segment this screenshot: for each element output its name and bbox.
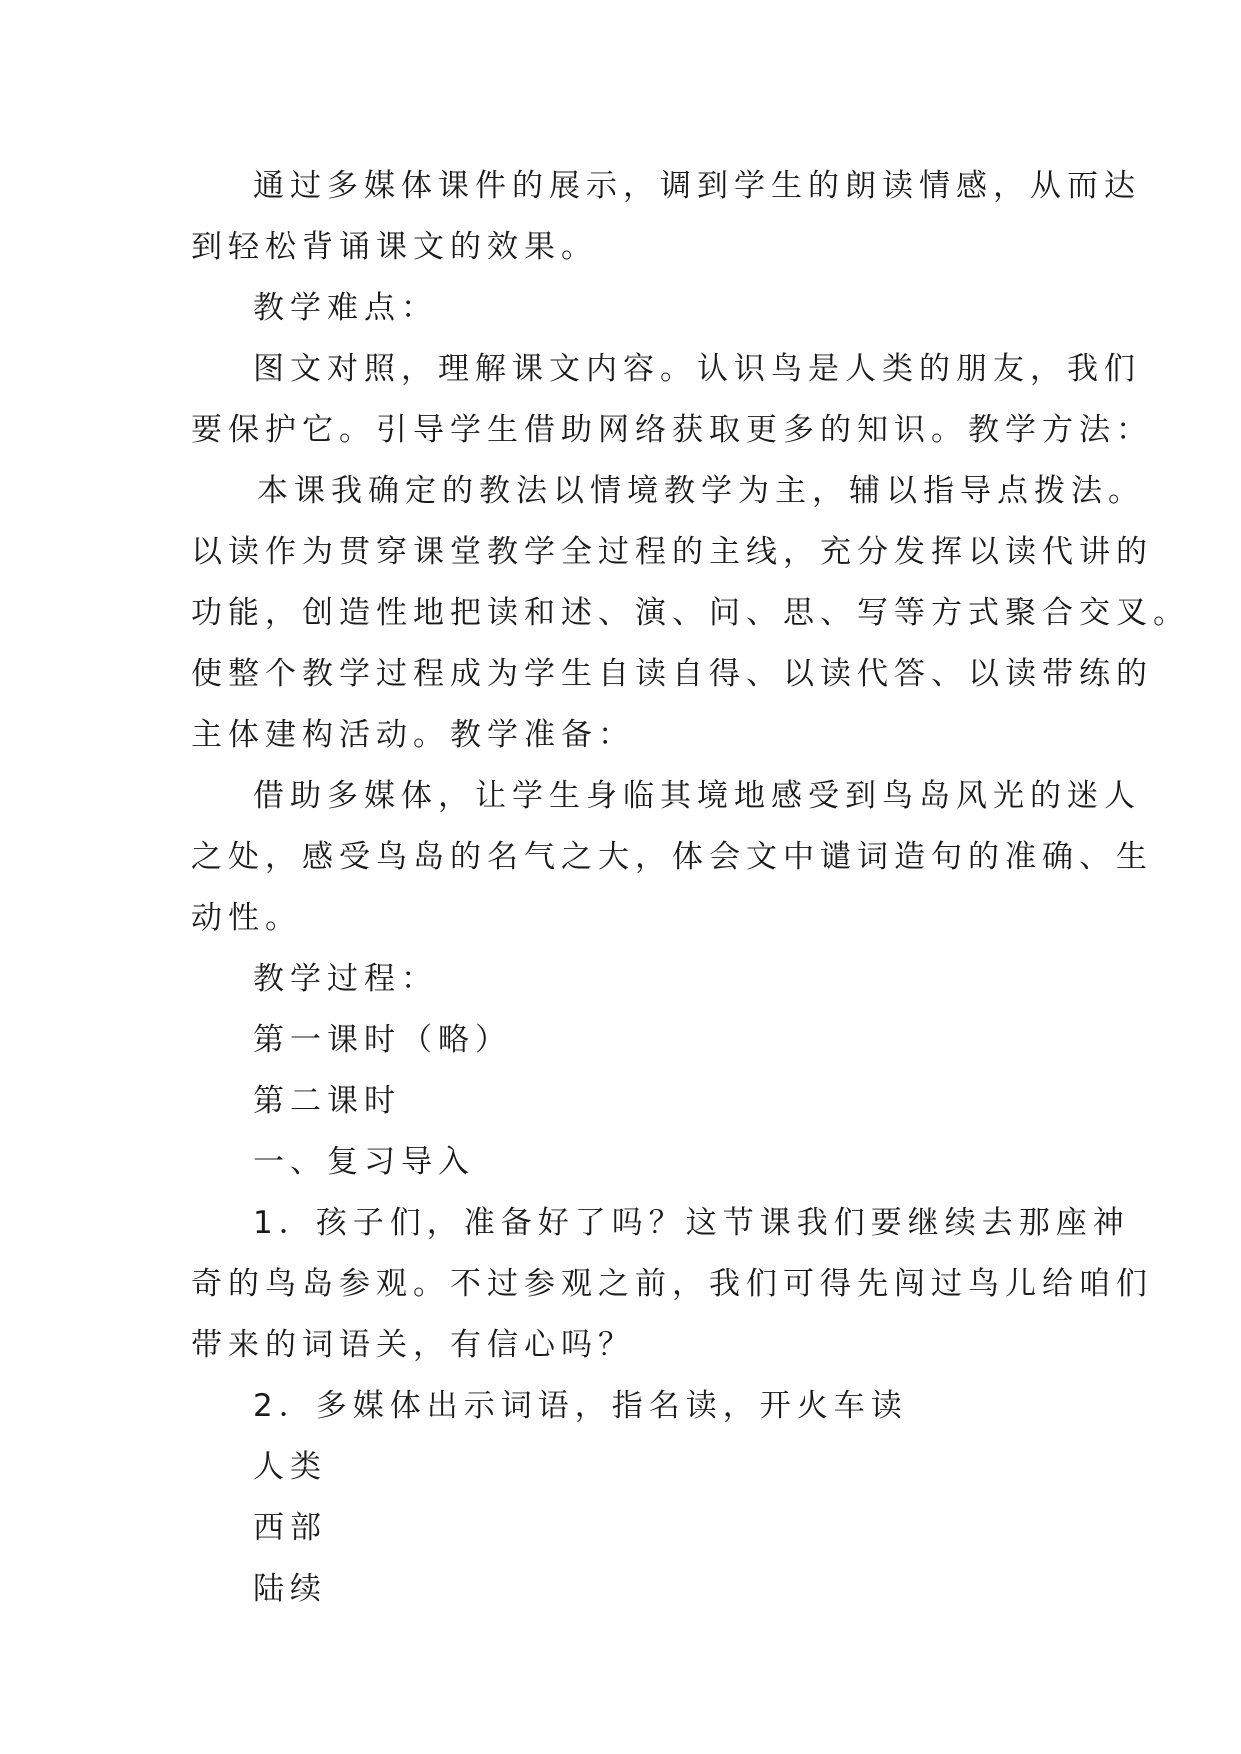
text-line: 要保护它。引导学生借助网络获取更多的知识。教学方法： bbox=[191, 412, 1153, 448]
text-line: 陆续 bbox=[253, 1571, 327, 1607]
text-line: 西部 bbox=[253, 1510, 327, 1546]
text-line: 动性。 bbox=[191, 900, 302, 936]
text-line: 一、复习导入 bbox=[253, 1144, 475, 1180]
text-line: 之处，感受鸟岛的名气之大，体会文中谴词造句的准确、生 bbox=[191, 839, 1153, 875]
paragraph bbox=[191, 1376, 1057, 1437]
text-line: 教学过程： bbox=[253, 961, 438, 997]
section-heading bbox=[191, 1010, 1057, 1071]
text-line: 以读作为贯穿课堂教学全过程的主线，充分发挥以读代讲的 bbox=[191, 534, 1153, 570]
paragraph bbox=[191, 1193, 1153, 1376]
text-line: 到轻松背诵课文的效果。 bbox=[191, 229, 598, 265]
text-line: 奇的鸟岛参观。不过参观之前，我们可得先闯过鸟儿给咱们 bbox=[191, 1266, 1153, 1302]
text-line: 教学难点： bbox=[253, 290, 438, 326]
text-line: 使整个教学过程成为学生自读自得、以读代答、以读带练的 bbox=[191, 656, 1153, 692]
text-line: 主体建构活动。教学准备： bbox=[191, 717, 635, 753]
text-line: 通过多媒体课件的展示，调到学生的朗读情感，从而达 bbox=[253, 168, 1141, 204]
section-heading bbox=[191, 1071, 1057, 1132]
vocabulary-item bbox=[191, 1559, 1057, 1620]
section-heading bbox=[191, 278, 1057, 339]
text-line: 人类 bbox=[253, 1449, 327, 1485]
paragraph bbox=[191, 766, 1153, 949]
document-body bbox=[191, 156, 1190, 1620]
vocabulary-item bbox=[191, 1498, 1057, 1559]
text-line: 第二课时 bbox=[253, 1083, 401, 1119]
section-heading bbox=[191, 949, 1057, 1010]
vocabulary-item bbox=[191, 1437, 1057, 1498]
paragraph bbox=[191, 156, 1141, 278]
text-line: 功能，创造性地把读和述、演、问、思、写等方式聚合交叉。 bbox=[191, 595, 1190, 631]
text-line: 图文对照，理解课文内容。认识鸟是人类的朋友，我们 bbox=[253, 351, 1141, 387]
paragraph bbox=[191, 461, 1190, 766]
text-line: 1．孩子们，准备好了吗？这节课我们要继续去那座神 bbox=[253, 1205, 1130, 1241]
paragraph bbox=[191, 339, 1153, 461]
text-line: 带来的词语关，有信心吗？ bbox=[191, 1327, 635, 1363]
section-heading bbox=[191, 1132, 1057, 1193]
text-line: 借助多媒体，让学生身临其境地感受到鸟岛风光的迷人 bbox=[253, 778, 1141, 814]
text-line: 本课我确定的教法以情境教学为主，辅以指导点拨法。 bbox=[257, 473, 1145, 509]
text-line: 第一课时（略） bbox=[253, 1022, 512, 1058]
text-line: 2．多媒体出示词语，指名读，开火车读 bbox=[253, 1388, 908, 1424]
